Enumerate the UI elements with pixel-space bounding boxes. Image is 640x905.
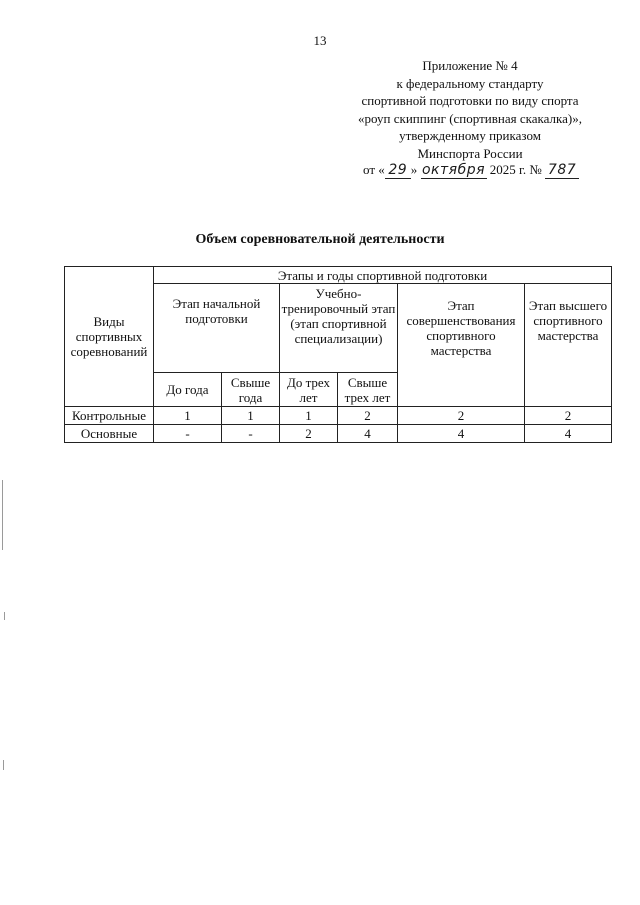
table-cell: 2 xyxy=(280,425,338,443)
annex-line: «роуп скиппинг (спортивная скакалка)», xyxy=(358,110,582,126)
table-cell: 4 xyxy=(525,425,612,443)
table-cell: 4 xyxy=(398,425,525,443)
table-cell: 2 xyxy=(398,407,525,425)
row-label: Контрольные xyxy=(65,407,154,425)
document-title: Объем соревновательной деятельности xyxy=(195,232,445,247)
annex-line: Минспорта России xyxy=(417,145,523,161)
date-year: 2025 г. № xyxy=(489,162,542,177)
scan-margin-mark xyxy=(4,612,5,620)
annex-line: спортивной подготовки по виду спорта xyxy=(361,93,579,108)
annex-line: Приложение № 4 xyxy=(422,58,518,73)
scan-margin-mark xyxy=(3,760,4,770)
table-cell: - xyxy=(154,425,222,443)
table-row xyxy=(65,425,612,443)
table-cell: 2 xyxy=(525,407,612,425)
header-competition-types: Виды спортивных соревнований xyxy=(65,267,154,407)
subheader-training-up-to-3: До трех лет xyxy=(280,373,338,407)
table-cell: 2 xyxy=(338,407,398,425)
scan-margin-mark xyxy=(2,480,3,550)
subheader-initial-up-to-year: До года xyxy=(154,373,222,407)
order-date-line xyxy=(363,162,579,179)
annex-line: утвержденному приказом xyxy=(399,128,541,143)
page-number: 13 xyxy=(313,33,327,48)
competition-volume-table xyxy=(64,266,612,443)
date-month: октября xyxy=(421,162,486,178)
header-stages-group: Этапы и годы спортивной подготовки xyxy=(154,267,612,284)
table-cell: 1 xyxy=(154,407,222,425)
annex-header xyxy=(300,57,640,162)
table-cell: 1 xyxy=(222,407,280,425)
header-stage-training: Учебно-тренировочный этап (этап спортивной специализации) xyxy=(280,284,398,373)
date-separator: » xyxy=(410,162,418,177)
subheader-training-over-3: Свыше трех лет xyxy=(338,373,398,407)
header-stage-improvement: Этап совершенствования спортивного мастерства xyxy=(398,284,525,407)
table-row xyxy=(65,407,612,425)
date-prefix: от « xyxy=(363,162,385,177)
date-day: 29 xyxy=(385,162,411,179)
subheader-initial-over-year: Свыше года xyxy=(222,373,280,407)
header-stage-highest: Этап высшего спортивного мастерства xyxy=(525,284,612,407)
annex-line: к федеральному стандарту xyxy=(396,75,544,91)
table-cell: - xyxy=(222,425,280,443)
order-number: 787 xyxy=(545,162,579,179)
table-cell: 4 xyxy=(338,425,398,443)
row-label: Основные xyxy=(65,425,154,443)
table-cell: 1 xyxy=(280,407,338,425)
header-stage-initial: Этап начальной подготовки xyxy=(154,284,280,373)
